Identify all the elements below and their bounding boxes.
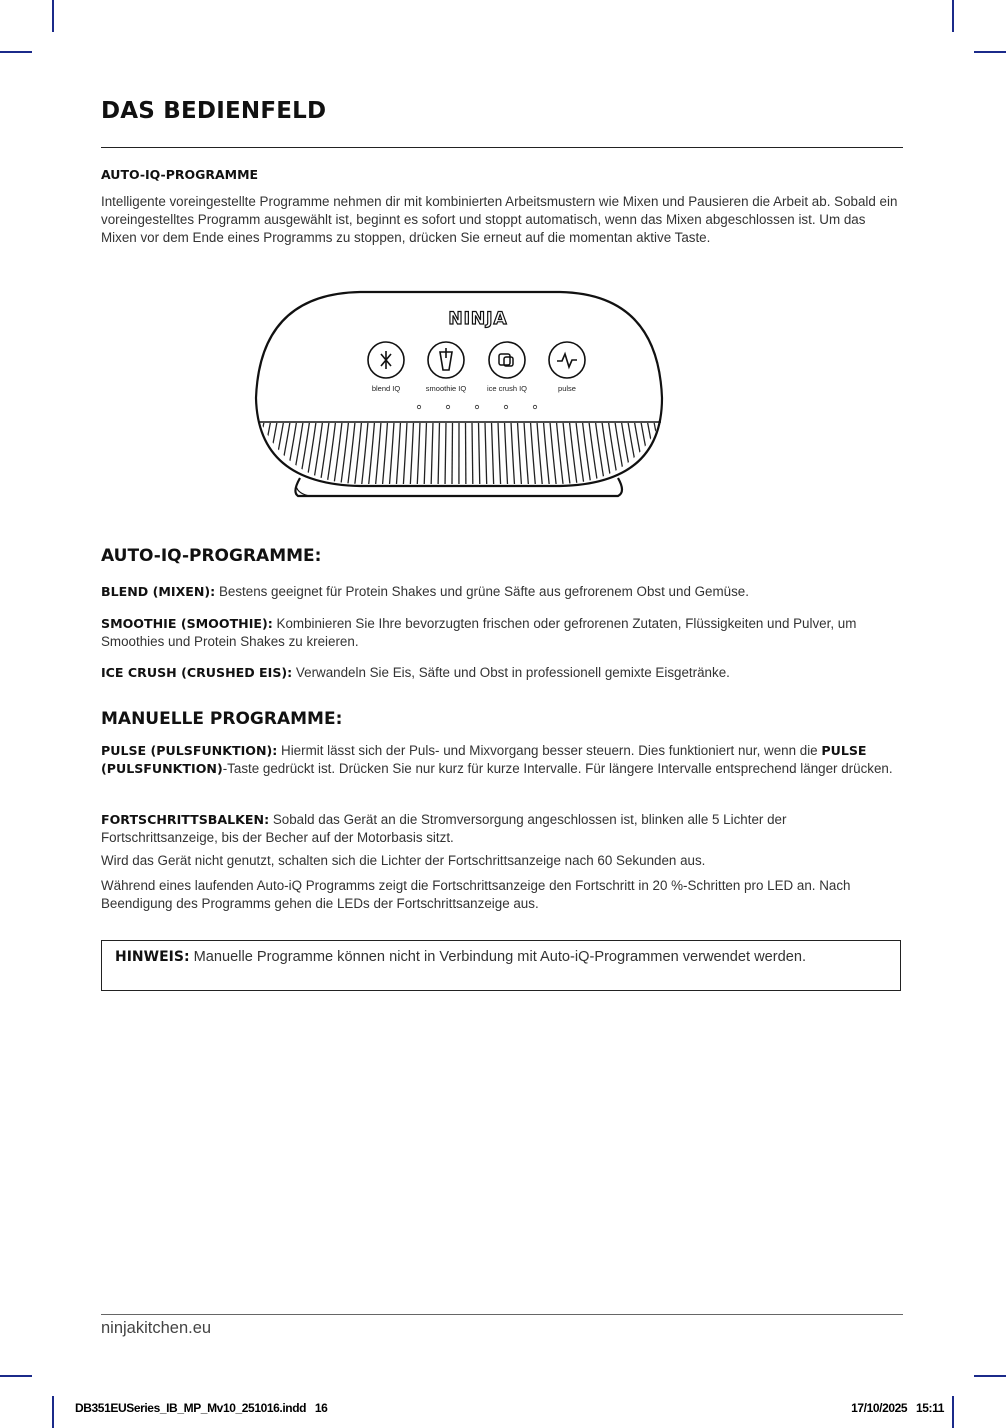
note-label: HINWEIS: — [115, 949, 190, 965]
progress-led — [533, 405, 536, 408]
brand-logo: NINJA — [448, 309, 508, 329]
program-text: Bestens geeignet für Protein Shakes und grüne Säfte aus gefrorenem Obst und Gemüse. — [215, 584, 749, 599]
note-box — [101, 940, 901, 991]
device-button-label: pulse — [558, 384, 576, 393]
footer-rule — [101, 1314, 903, 1315]
progress-led — [475, 405, 478, 408]
device-button — [368, 342, 404, 393]
progress-description — [101, 811, 901, 847]
auto-programs-heading: AUTO-IQ-PROGRAMME: — [101, 546, 322, 566]
crop-mark — [952, 1396, 954, 1428]
progress-description-2: Wird das Gerät nicht genutzt, schalten sich die Lichter der Fortschrittsanzeige nach 60 Sekunden aus. — [101, 853, 706, 868]
progress-description-3: Während eines laufenden Auto-iQ Programms zeigt die Fortschrittsanzeige den Fortschritt in 20 %-Schritten pro LED an. Nach Beendigung des Programms gehen die LEDs der Fortschrittsanzeige aus. — [101, 878, 851, 911]
program-text: Kombinieren Sie Ihre bevorzugten frischen oder gefrorenen Zutaten, Flüssigkeiten und Pulver, um Smoothies und Protein Shakes zu kreieren. — [101, 616, 857, 649]
title-rule — [101, 147, 903, 148]
program-label: SMOOTHIE (SMOOTHIE): — [101, 616, 273, 631]
program-text: Verwandeln Sie Eis, Säfte und Obst in professionell gemixte Eisgetränke. — [292, 665, 730, 680]
section-heading: AUTO-IQ-PROGRAMME — [101, 167, 259, 182]
program-label: BLEND (MIXEN): — [101, 584, 216, 599]
note-text: Manuelle Programme können nicht in Verbindung mit Auto-iQ-Programmen verwendet werden. — [189, 949, 807, 965]
pulse-text: Hiermit lässt sich der Puls- und Mixvorgang besser steuern. Dies funktioniert nur, wenn die — [277, 743, 822, 758]
crop-mark — [52, 0, 54, 32]
slug-file: DB351EUSeries_IB_MP_Mv10_251016.indd 16 — [75, 1401, 328, 1415]
crop-mark — [0, 51, 32, 53]
device-button — [487, 342, 527, 393]
control-panel-illustration — [250, 288, 670, 508]
progress-text: Sobald das Gerät an die Stromversorgung angeschlossen ist, blinken alle 5 Lichter der Fortschrittsanzeige, bis der Becher auf der Motorbasis sitzt. — [101, 812, 787, 845]
pulse-text: -Taste gedrückt ist. Drücken Sie nur kurz für kurze Intervalle. Für längere Intervalle entsprechend länger drücken. — [222, 761, 893, 776]
intro-paragraph: Intelligente voreingestellte Programme nehmen dir mit kombinierten Arbeitsmustern wie Mixen und Pausieren die Arbeit ab. Sobald ein voreingestelltes Programm ausgewählt ist, beginnt es sofort und stoppt automatisch, wenn das Mixen abgeschlossen ist. Um das Mixen vor dem Ende eines Programms zu stoppen, drücken Sie erneut auf die momentan aktive Taste. — [101, 194, 898, 245]
crop-mark — [52, 1396, 54, 1428]
crop-mark — [0, 1375, 32, 1377]
device-button-label: smoothie IQ — [425, 384, 467, 393]
program-description — [101, 664, 901, 682]
slug-datetime: 17/10/2025 15:11 — [851, 1401, 944, 1415]
program-description — [101, 615, 901, 651]
progress-label: FORTSCHRITTSBALKEN: — [101, 812, 270, 827]
pulse-description — [101, 742, 901, 778]
progress-led — [504, 405, 507, 408]
pulse-label: PULSE (PULSFUNKTION): — [101, 743, 278, 758]
pulse-label-inline: PULSE (PULSFUNKTION) — [101, 743, 867, 776]
device-button-label: ice crush IQ — [486, 384, 528, 393]
program-description — [101, 583, 901, 601]
crop-mark — [974, 1375, 1006, 1377]
program-label: ICE CRUSH (CRUSHED EIS): — [101, 665, 293, 680]
page-title: DAS BEDIENFELD — [101, 98, 327, 124]
device-button-label: blend IQ — [371, 384, 401, 393]
footer-url: ninjakitchen.eu — [101, 1319, 212, 1337]
progress-led — [446, 405, 449, 408]
progress-led — [417, 405, 420, 408]
device-button — [426, 342, 467, 393]
crop-mark — [952, 0, 954, 32]
manual-programs-heading: MANUELLE PROGRAMME: — [101, 709, 343, 729]
crop-mark — [974, 51, 1006, 53]
